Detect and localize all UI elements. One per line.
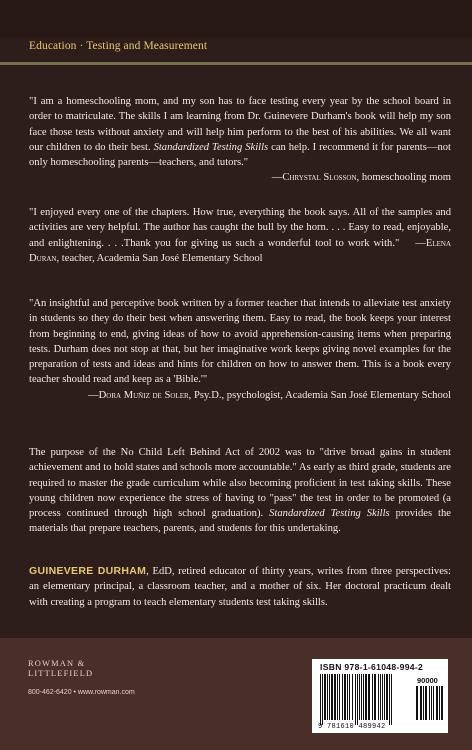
testimonial-3-attribution — [29, 388, 451, 403]
barcode-guard-bar — [391, 674, 392, 725]
barcode-bar — [384, 674, 385, 720]
barcode-addon-bar — [436, 686, 438, 720]
testimonial-3-text: "An insightful and perceptive book written by a former teacher that intends to alleviate test anxiety in students so they do their best when answering them. Easy to read, the book keeps your interest from beginning to end, giving ideas of how to avoid apprehension-causing items when preparing tests. Durham does not stop at that, but her imaginative work keeps giving novel examples for the preparation of tests and ideas and hints for children on how to answer them. This is a book every teacher should read and keep as a 'Bible.'" — [29, 298, 451, 386]
testimonial-1-text: "I am a homeschooling mom, and my son has to face testing every year by the school board in order to matriculate. The skills I am learning from Dr. Guinevere Durham's book will help my son face those tests without anxiety and will help him perform to the best of his abilities. We all want our children to do their best. — [29, 96, 451, 153]
category-label: Education · Testing and Measurement — [29, 40, 208, 52]
barcode-bar — [365, 674, 367, 720]
barcode-guard-bar — [322, 674, 323, 725]
author-bio — [29, 564, 451, 610]
purpose-text: The purpose of the No Child Left Behind Act of 2002 was to "drive broad gains in student achievement and to hold states and schools more accountable." As early as third grade, students are required to master the grade curriculum while also becoming proficient in test taking skills. These young children now experience the stress of having to "pass" the test in order to be promoted (a process continued through high school graduation). — [29, 447, 451, 520]
isbn-label: ISBN 978-1-61048-994-2 — [320, 662, 424, 672]
barcode-addon-bar — [420, 686, 422, 720]
barcode-addon-bar — [429, 686, 430, 720]
barcode-bar — [380, 674, 381, 720]
ean-digits: 9 781610 489942 — [318, 723, 386, 731]
barcode-guard-bar — [320, 674, 321, 725]
barcode-guard-bar — [355, 674, 356, 725]
testimonial-1-author: —Chrystal Slosson — [271, 172, 357, 184]
top-band — [0, 0, 472, 38]
publisher-line-2: LITTLEFIELD — [28, 669, 94, 678]
testimonial-2 — [29, 205, 451, 266]
barcode-bar — [349, 674, 350, 720]
testimonial-3-author: —Dora Muñiz de Soler — [88, 389, 189, 401]
barcode-box — [312, 659, 448, 733]
barcode-bar — [378, 674, 379, 720]
barcode-addon-bar — [416, 686, 418, 720]
purpose-paragraph — [29, 445, 451, 537]
barcode-bar — [334, 674, 336, 720]
barcode-bar — [372, 674, 373, 720]
barcode-guard-bar — [357, 674, 358, 725]
barcode-bar — [363, 674, 364, 720]
author-bio-text: , EdD, retired educator of thirty years, writes from three perspectives: an elementary principal, a classroom teacher, and a mother of six. Her doctoral practicum dealt with creating a program to teach elementary students test taking skills. — [29, 566, 451, 608]
publisher-logo — [28, 659, 93, 679]
testimonial-2-role: , teacher, Academia San José Elementary School — [56, 252, 263, 264]
testimonial-1-role: , homeschooling mom — [356, 172, 451, 184]
barcode-bar — [347, 674, 348, 720]
barcode-addon-bar — [441, 686, 443, 720]
barcode-bar — [361, 674, 362, 720]
barcode-addon-bar — [423, 686, 424, 720]
barcode-bar — [374, 674, 376, 720]
author-name: GUINEVERE DURHAM — [29, 565, 147, 577]
barcode-addon-bar — [431, 686, 432, 720]
header-rule — [0, 62, 472, 65]
testimonial-1 — [29, 94, 451, 186]
testimonial-1-attribution — [29, 170, 451, 185]
purpose-book-title: Standardized Testing Skills — [269, 508, 390, 520]
testimonial-3 — [29, 296, 451, 403]
barcode-guard-bar — [389, 674, 390, 725]
barcode-bar — [324, 674, 326, 720]
testimonial-2-author: —Elena Duran — [29, 237, 452, 264]
barcode-bar — [368, 674, 370, 720]
barcode-bar — [359, 674, 360, 720]
barcode-bar — [329, 674, 330, 720]
publisher-line-1: ROWMAN & — [28, 659, 86, 668]
price-code: 90000 — [417, 676, 438, 685]
purpose-text-after: provides the materials that prepare teachers, parents, and students for this undertaking. — [29, 508, 451, 535]
barcode-addon-bar — [439, 686, 440, 720]
publisher-contact: 800-462-6420 • www.rowman.com — [28, 689, 135, 696]
barcode-bar — [327, 674, 328, 720]
barcode-addon-bar — [425, 686, 427, 720]
barcode-bar — [337, 674, 338, 720]
barcode-bar — [331, 674, 333, 720]
barcode-bar — [352, 674, 353, 720]
barcode-bar — [342, 674, 343, 720]
barcode-addon-bar — [433, 686, 434, 720]
barcode-bar — [344, 674, 346, 720]
testimonial-1-text-after: can help. I recommend it for parents—not only homeschooling parents—teachers, and tutors." — [29, 141, 451, 169]
testimonial-1-book-title: Standardized Testing Skills — [153, 141, 269, 153]
barcode-bar — [339, 674, 340, 720]
barcode-bar — [382, 674, 383, 720]
testimonial-2-text: "I enjoyed every one of the chapters. How true, everything the book says. All of the samples and activities are very helpful. The author has caught the bull by the horn. . . . Easy to read, enjoyable, and enlightening. . . .Thank you for giving us such a wonderful tool to work with." — [29, 207, 451, 249]
barcode-bar — [386, 674, 388, 720]
testimonial-3-role: , Psy.D., psychologist, Academia San José Elementary School — [188, 389, 451, 401]
